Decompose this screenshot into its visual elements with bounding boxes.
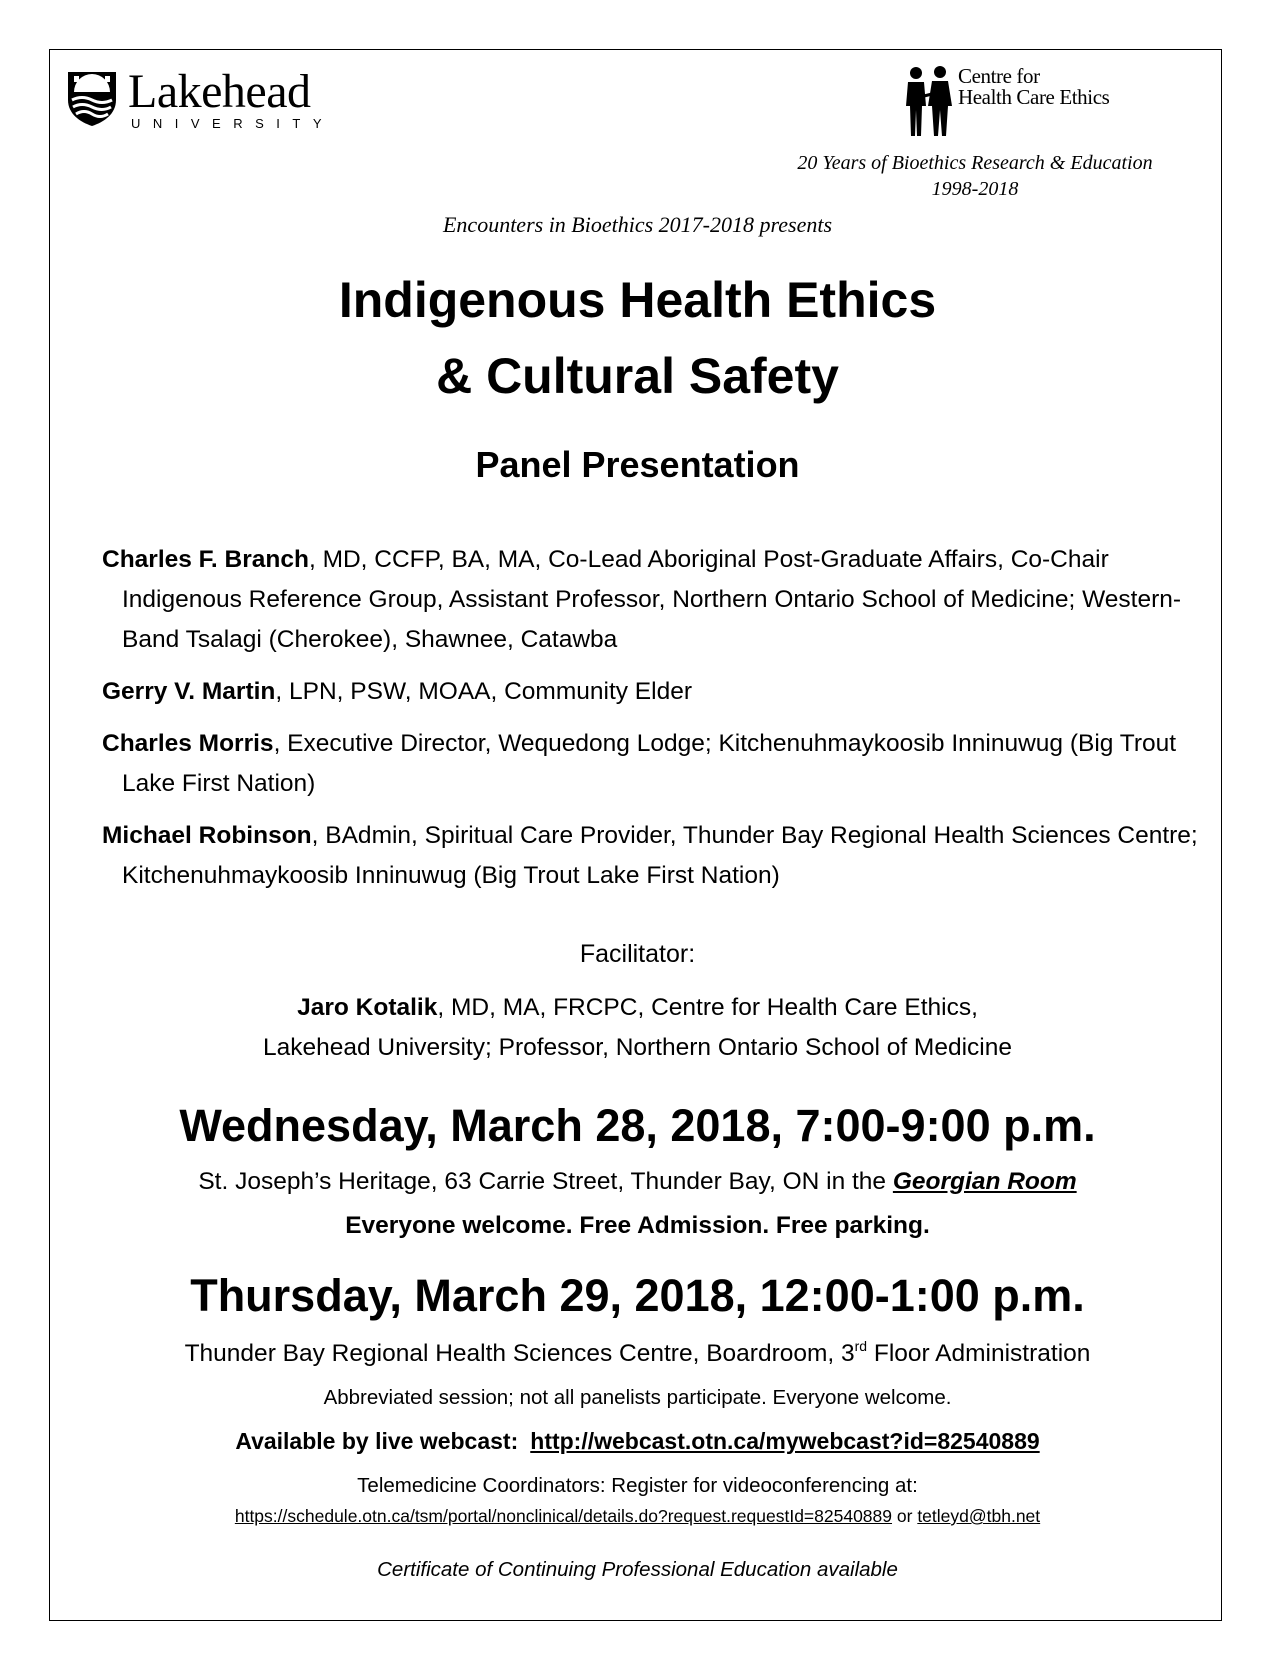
panelist-item [102, 724, 1212, 804]
telemedicine-label: Telemedicine Coordinators: Register for videoconferencing at: [357, 1474, 918, 1497]
panelist-name: Charles Morris [102, 730, 274, 757]
tagline-line2: 1998-2018 [931, 178, 1019, 200]
two-people-icon [902, 66, 956, 138]
session2-note: Abbreviated session; not all panelists participate. Everyone welcome. [323, 1386, 952, 1409]
event-title-line1: Indigenous Health Ethics [338, 272, 937, 328]
facilitator-details [0, 988, 1275, 1068]
telemedicine-register-link[interactable]: https://schedule.otn.ca/tsm/portal/nonclinical/details.do?request.requestId=82540889 [234, 1506, 893, 1526]
university-name: Lakehead [128, 65, 311, 118]
session2-location [0, 1338, 1275, 1368]
session2-date: Thursday, March 29, 2018, 12:00-1:00 p.m. [190, 1270, 1085, 1321]
panelist-details: , BAdmin, Spiritual Care Provider, Thunder Bay Regional Health Sciences Centre; Kitchenuhmaykoosib Inninuwug (Big Trout Lake First Nation) [122, 822, 1198, 889]
webcast-label: Available by live webcast: [235, 1428, 519, 1454]
facilitator-label: Facilitator: [579, 940, 696, 968]
session2-location-pre: Thunder Bay Regional Health Sciences Centre, Boardroom, 3 [184, 1340, 855, 1367]
panelist-item [102, 540, 1212, 660]
series-presents: Encounters in Bioethics 2017-2018 presents [442, 212, 833, 237]
telemedicine-email-link[interactable]: tetleyd@tbh.net [917, 1506, 1041, 1526]
panelist-item [102, 816, 1212, 896]
webcast-line [0, 1428, 1275, 1455]
event-title-line2: & Cultural Safety [436, 348, 839, 404]
certificate-note: Certificate of Continuing Professional Education available [377, 1558, 898, 1581]
panelist-details: , MD, CCFP, BA, MA, Co-Lead Aboriginal Post-Graduate Affairs, Co-Chair Indigenous Reference Group, Assistant Professor, Northern Ontario School of Medicine; Western-Band Tsalagi (Cherokee), Shawnee, Catawba [122, 546, 1182, 653]
session1-location [0, 1168, 1275, 1196]
facilitator-details-line1: , MD, MA, FRCPC, Centre for Health Care Ethics, [437, 994, 978, 1021]
event-title [0, 262, 1275, 414]
session1-address: St. Joseph’s Heritage, 63 Carrie Street, Thunder Bay, ON in the [198, 1168, 893, 1195]
panelist-details: , Executive Director, Wequedong Lodge; Kitchenuhmaykoosib Inninuwug (Big Trout Lake First Nation) [122, 730, 1177, 797]
session1-room: Georgian Room [892, 1168, 1077, 1195]
session2-location-post: Floor Administration [867, 1340, 1091, 1367]
panelist-name: Charles F. Branch [102, 546, 309, 573]
panelist-details: , LPN, PSW, MOAA, Community Elder [275, 678, 692, 705]
session1-welcome: Everyone welcome. Free Admission. Free parking. [345, 1212, 930, 1239]
telemedicine-or: or [892, 1506, 918, 1526]
panelist-name: Gerry V. Martin [102, 678, 276, 705]
session2-location-sup: rd [854, 1338, 868, 1354]
facilitator-name: Jaro Kotalik [297, 994, 438, 1021]
session1-date: Wednesday, March 28, 2018, 7:00-9:00 p.m. [179, 1100, 1096, 1151]
centre-name-line2: Health Care Ethics [958, 85, 1110, 109]
facilitator-details-line2: Lakehead University; Professor, Northern Ontario School of Medicine [263, 1034, 1012, 1061]
event-subtitle: Panel Presentation [475, 444, 800, 485]
centre-name-line1: Centre for [958, 64, 1040, 88]
tagline-line1: 20 Years of Bioethics Research & Education [797, 152, 1153, 174]
centre-name [958, 66, 1109, 108]
lakehead-crest-icon [64, 70, 120, 128]
panelist-list [102, 540, 1212, 908]
anniversary-tagline [740, 150, 1210, 202]
panelist-item [102, 672, 1212, 712]
university-subtitle: UNIVERSITY [131, 116, 335, 131]
panelist-name: Michael Robinson [102, 822, 312, 849]
telemedicine-links [0, 1506, 1275, 1527]
webcast-link[interactable]: http://webcast.otn.ca/mywebcast?id=82540889 [530, 1428, 1040, 1454]
